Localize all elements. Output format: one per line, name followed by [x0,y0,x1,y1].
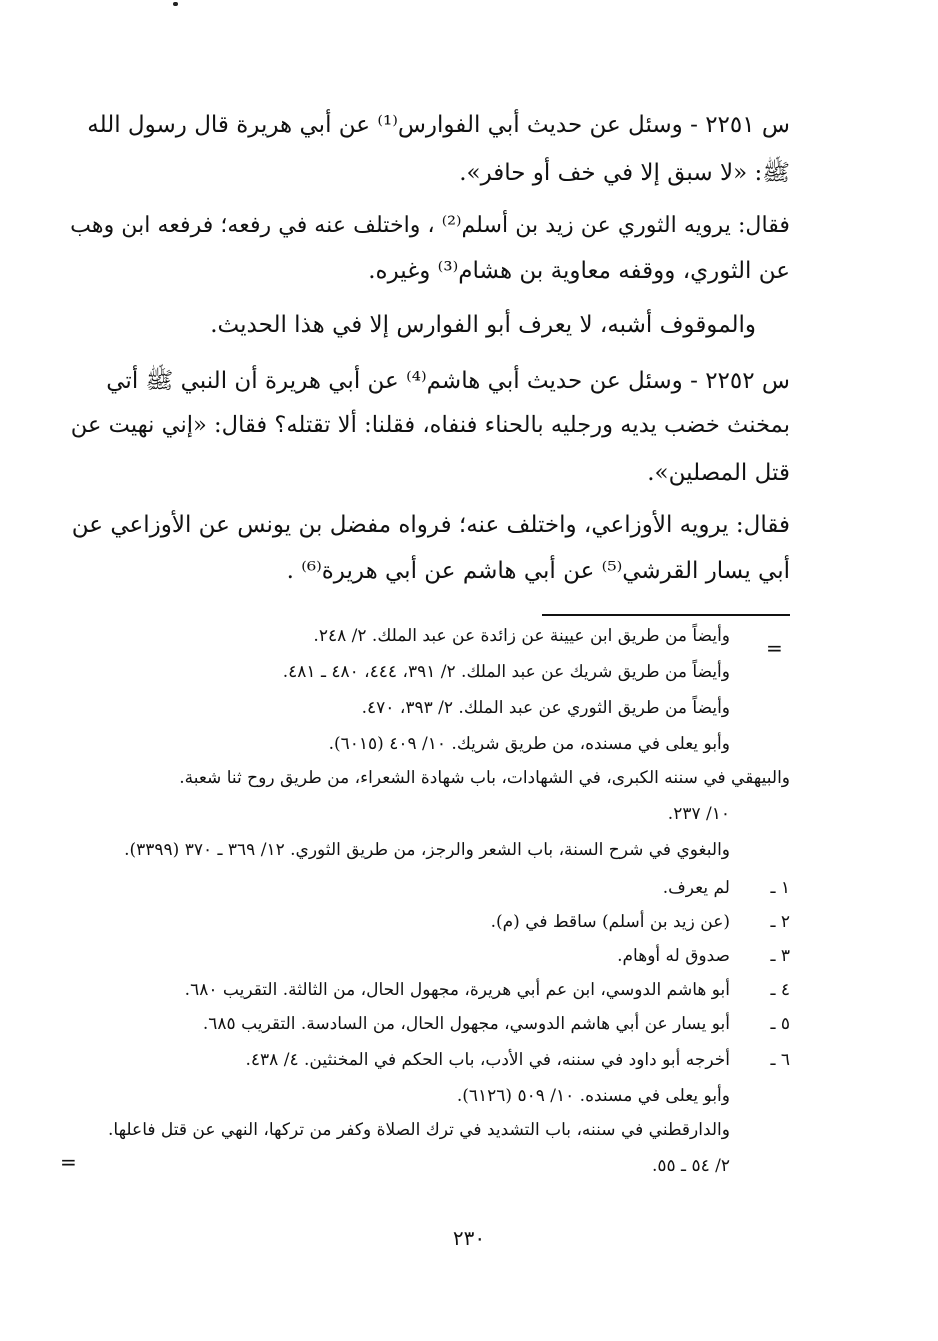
footnote-number-1: ١ ـ [770,878,790,898]
main-line-8: قتل المصلين». [647,460,790,486]
footnote-text-6: أخرجه أبو داود في سننه، في الأدب، باب الحكم في المخنثين. ٤/ ٤٣٨. [245,1050,730,1070]
scan-speck [173,2,178,6]
footnote-number-3: ٣ ـ [770,946,790,966]
main-line-5: والموقوف أشبه، لا يعرف أبو الفوارس إلا في هذا الحديث. [210,312,756,338]
footnote-number-2: ٢ ـ [770,912,790,932]
footnote-number-4: ٤ ـ [770,980,790,1000]
footnote-cont-line-6: ١٠/ ٢٣٧. [667,804,730,824]
continuation-mark: = [766,636,783,660]
footnote-cont-line-5: والبيهقي في سننه الكبرى، في الشهادات، باب شهادة الشعراء، من طريق روح ثنا شعبة. [179,768,790,788]
main-line-6: س ٢٢٥٢ - وسئل عن حديث أبي هاشم⁽⁴⁾ عن أبي هريرة أن النبي ﷺ أتي [106,368,790,394]
footnote-text-2: (عن زيد بن أسلم) ساقط في (م). [490,912,730,932]
footnote-text-4: أبو هاشم الدوسي، ابن عم أبي هريرة، مجهول الحال، من الثالثة. التقريب ٦٨٠. [184,980,730,1000]
main-line-1: س ٢٢٥١ - وسئل عن حديث أبي الفوارس⁽¹⁾ عن أبي هريرة قال رسول الله [87,112,790,138]
footnote-text-3: صدوق له أوهام. [617,946,730,966]
main-line-3: فقال: يرويه الثوري عن زيد بن أسلم⁽²⁾ ، واختلف عنه في رفعه؛ فرفعه ابن وهب [70,212,790,238]
page-number: ٢٣٠ [452,1226,486,1250]
footnote-cont-line-3: وأيضاً من طريق الثوري عن عبد الملك. ٢/ ٣٩٣، ٤٧٠. [361,698,730,718]
footnote-separator [542,614,790,616]
end-continuation-mark: = [60,1150,77,1174]
footnote-6-cont-1: وأبو يعلى في مسنده. ١٠/ ٥٠٩ (٦١٢٦). [456,1086,730,1106]
footnote-cont-line-2: وأيضاً من طريق شريك عن عبد الملك. ٢/ ٣٩١، ٤٤٤، ٤٨٠ ـ ٤٨١. [282,662,730,682]
footnote-text-1: لم يعرف. [662,878,730,898]
footnote-6-cont-3: ٢/ ٥٤ ـ ٥٥. [651,1156,730,1176]
footnote-number-6: ٦ ـ [770,1050,790,1070]
footnote-text-5: أبو يسار عن أبي هاشم الدوسي، مجهول الحال، من السادسة. التقريب ٦٨٥. [202,1014,730,1034]
main-line-7: بمخنث خضب يديه ورجليه بالحناء فنفاه، فقلنا: ألا تقتله؟ فقال: «إني نهيت عن [70,412,790,438]
main-line-10: أبي يسار القرشي⁽⁵⁾ عن أبي هاشم عن أبي هريرة⁽⁶⁾ . [286,558,790,584]
footnote-6-cont-2: والدارقطني في سننه، باب التشديد في ترك الصلاة وكفر من تركها، النهي عن قتل فاعلها. [108,1120,730,1140]
footnote-number-5: ٥ ـ [770,1014,790,1034]
footnote-cont-line-1: وأيضاً من طريق ابن عيينة عن زائدة عن عبد الملك. ٢/ ٢٤٨. [313,626,730,646]
footnote-cont-line-7: والبغوي في شرح السنة، باب الشعر والرجز، من طريق الثوري. ١٢/ ٣٦٩ ـ ٣٧٠ (٣٣٩٩). [124,840,730,860]
footnote-cont-line-4: وأبو يعلى في مسنده، من طريق شريك. ١٠/ ٤٠٩ (٦٠١٥). [328,734,730,754]
main-line-2: ﷺ: «لا سبق إلا في خف أو حافر». [459,160,790,186]
main-line-4: عن الثوري، ووقفه معاوية بن هشام⁽³⁾ وغيره. [368,258,790,284]
main-line-9: فقال: يرويه الأوزاعي، واختلف عنه؛ فرواه مفضل بن يونس عن الأوزاعي عن [71,512,790,538]
